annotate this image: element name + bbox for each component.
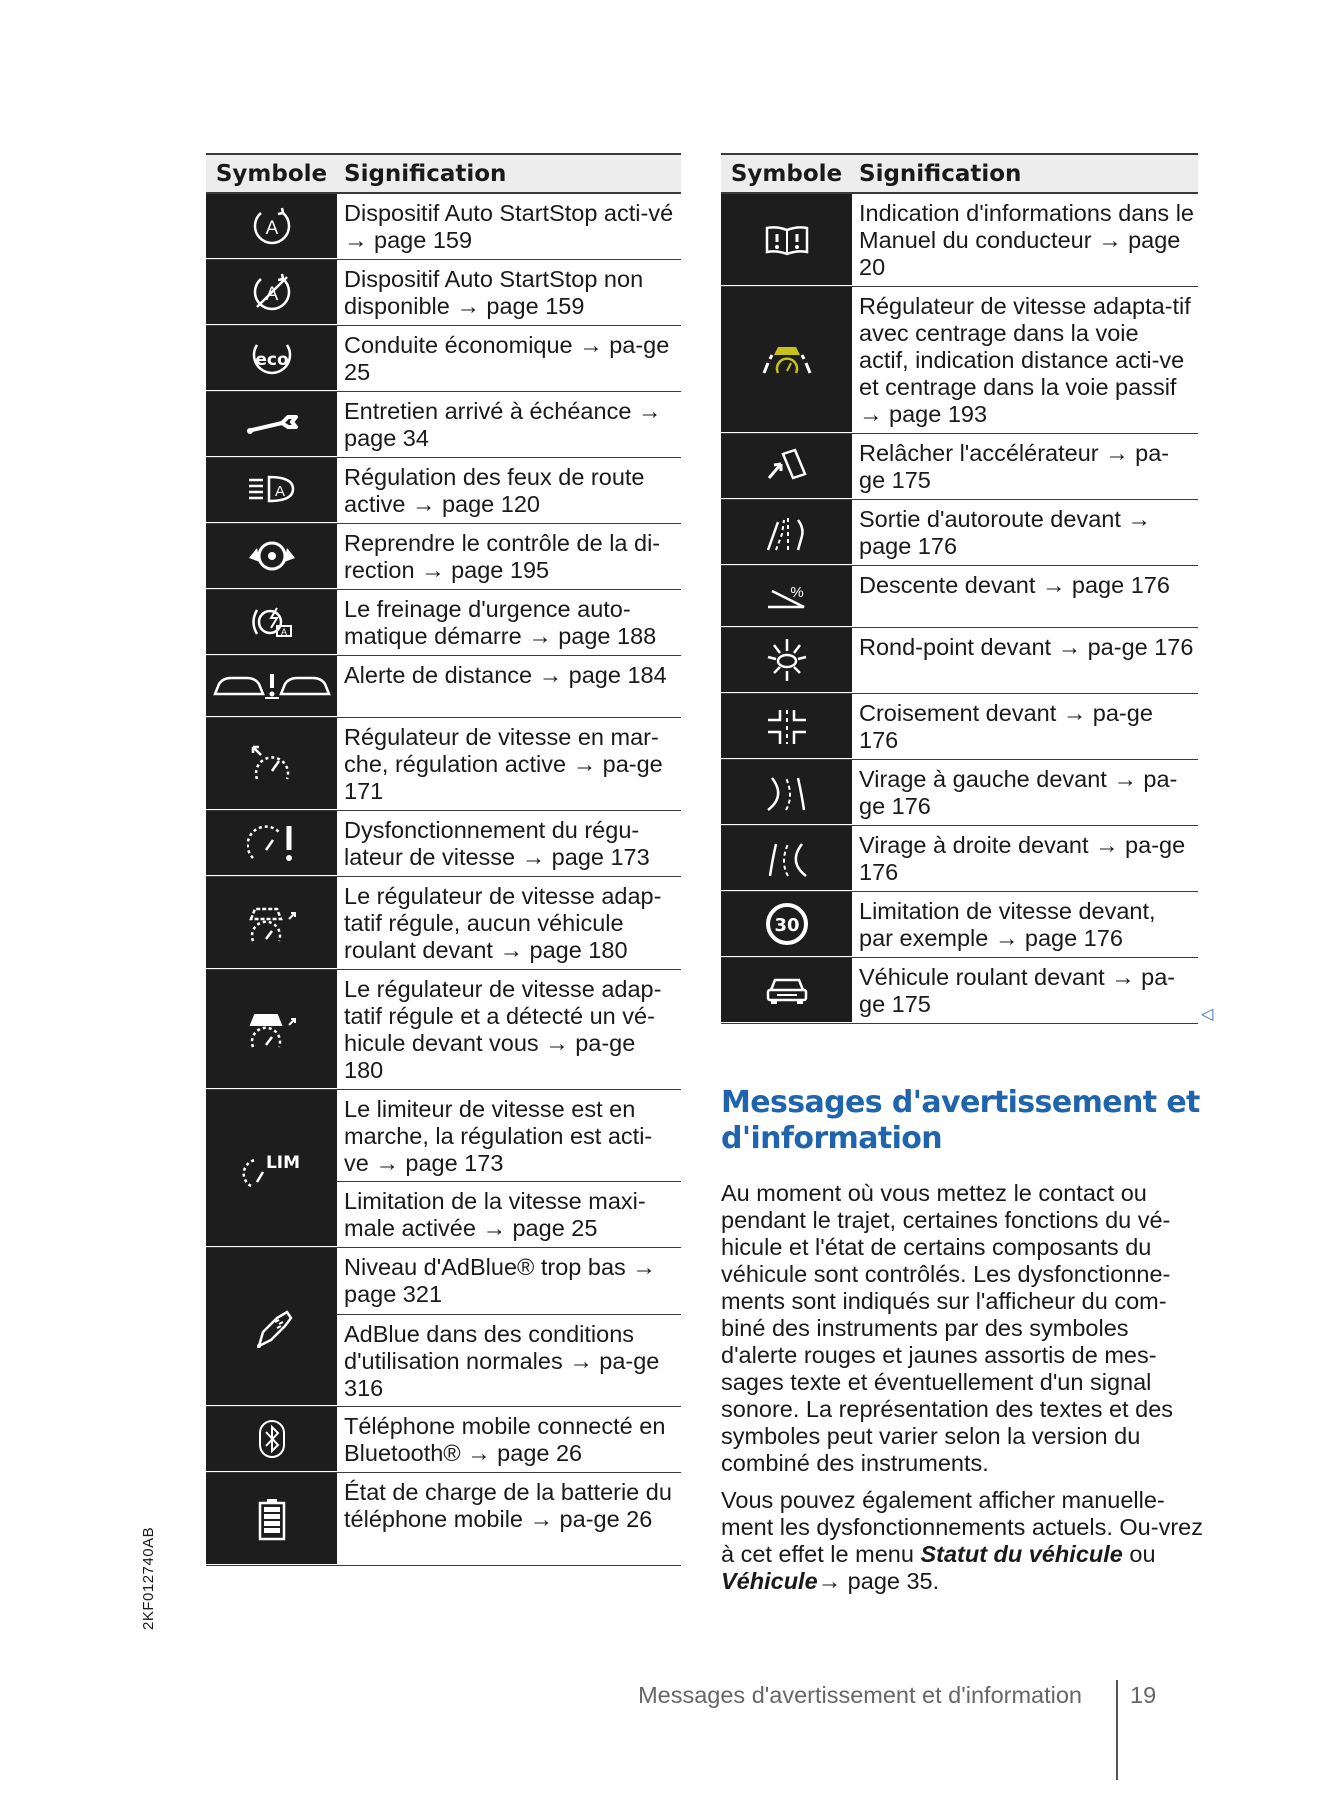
table-row <box>206 458 681 524</box>
row-text: Descente devant → page 176 <box>859 572 1170 598</box>
crossing-icon <box>721 694 852 759</box>
row-text: Limitation de la vitesse maxi-male activée → page 25 <box>344 1188 646 1241</box>
steering-hands-icon <box>206 524 337 589</box>
paragraph-text: Vous pouvez également afficher manuelle-ment les dysfonctionnements actuels. Ou-vrez à cet effet le menu <box>721 1487 1203 1567</box>
auto-start-stop-unavailable-icon <box>206 260 337 325</box>
row-text: Dysfonctionnement du régu-lateur de vitesse → page 173 <box>344 817 650 870</box>
eco-icon <box>206 326 337 391</box>
owner-manual-icon <box>721 194 852 286</box>
table-row <box>206 1473 681 1566</box>
svg-text:%: % <box>789 584 804 601</box>
row-text: Le régulateur de vitesse adap-tatif régule et a détecté un vé-hicule devant vous → pa-ge 180 <box>344 976 662 1083</box>
motorway-exit-icon <box>721 500 852 565</box>
svg-text:A: A <box>265 284 278 305</box>
table-row <box>206 1407 681 1473</box>
row-text: Téléphone mobile connecté en Bluetooth® → page 26 <box>344 1413 666 1466</box>
row-text: Niveau d'AdBlue® trop bas → page 321 <box>337 1248 681 1315</box>
row-text: Rond-point devant → pa-ge 176 <box>859 634 1194 660</box>
adaptive-cruise-no-vehicle-icon <box>206 877 337 969</box>
table-row <box>721 287 1198 434</box>
svg-text:A: A <box>280 627 287 637</box>
row-text: Virage à gauche devant → pa-ge 176 <box>859 766 1178 819</box>
paragraph-text: ou <box>1122 1541 1156 1567</box>
table-row <box>721 194 1198 287</box>
row-text: Régulation des feux de route active → page 120 <box>344 464 645 517</box>
row-text: Le régulateur de vitesse adap-tatif régule, aucun véhicule roulant devant → page 180 <box>344 883 662 963</box>
row-text: Dispositif Auto StartStop acti-vé → page 159 <box>344 200 674 253</box>
speed-limit-value: 30 <box>773 915 800 936</box>
table-row <box>206 590 681 656</box>
row-text: Régulateur de vitesse adapta-tif avec centrage dans la voie actif, indication distance acti-ve et centrage dans la voie passif → page 193 <box>859 293 1191 427</box>
svg-text:eco: eco <box>254 350 289 370</box>
row-text: Indication d'informations dans le Manuel du conducteur → page 20 <box>859 200 1194 280</box>
row-text: Dispositif Auto StartStop non disponible → page 159 <box>344 266 644 319</box>
table-row <box>206 1090 681 1248</box>
table-header <box>721 153 1198 194</box>
table-row <box>721 694 1198 760</box>
menu-reference-vehicle: Véhicule <box>721 1568 818 1594</box>
table-row <box>721 760 1198 826</box>
header-meaning: Signification <box>344 160 507 187</box>
left-curve-icon <box>721 760 852 825</box>
table-row <box>206 811 681 877</box>
vehicle-ahead-icon <box>721 958 852 1023</box>
release-accelerator-icon <box>721 434 852 499</box>
row-text-group <box>337 1248 681 1406</box>
table-row <box>721 628 1198 694</box>
lane-centering-icon <box>721 287 852 433</box>
row-text: Le freinage d'urgence auto-matique démarre → page 188 <box>344 596 657 649</box>
table-row <box>721 434 1198 500</box>
row-text: Relâcher l'accélérateur → pa-ge 175 <box>859 440 1170 493</box>
bluetooth-icon <box>206 1407 337 1472</box>
table-row <box>721 958 1198 1024</box>
row-text: AdBlue dans des conditions d'utilisation normales → pa-ge 316 <box>344 1321 660 1401</box>
table-row <box>206 970 681 1090</box>
table-row <box>206 656 681 718</box>
table-row <box>206 877 681 970</box>
header-symbol: Symbole <box>215 160 328 187</box>
auto-high-beam-icon <box>206 458 337 523</box>
row-text: Alerte de distance → page 184 <box>344 662 667 688</box>
cruise-control-fault-icon <box>206 811 337 876</box>
row-text: Régulateur de vitesse en mar-che, régulation active → pa-ge 171 <box>344 724 663 804</box>
row-text: Entretien arrivé à échéance → page 34 <box>344 398 662 451</box>
row-text: Véhicule roulant devant → pa-ge 175 <box>859 964 1176 1017</box>
phone-battery-icon <box>206 1473 337 1565</box>
document-code: 2KF012740AB <box>140 1526 157 1630</box>
row-text-group <box>337 1090 681 1247</box>
paragraph <box>721 1487 1206 1595</box>
table-row <box>206 194 681 260</box>
adblue-icon <box>206 1248 337 1406</box>
row-text: Conduite économique → pa-ge 25 <box>344 332 670 385</box>
right-curve-icon <box>721 826 852 891</box>
header-meaning: Signification <box>859 160 1022 187</box>
table-row <box>206 718 681 811</box>
table-header <box>206 153 681 194</box>
page-number: 19 <box>1130 1682 1157 1708</box>
speed-limiter-icon <box>206 1090 337 1247</box>
row-text: Reprendre le contrôle de la di-rection → page 195 <box>344 530 661 583</box>
row-text: Limitation de vitesse devant, par exemple → page 176 <box>859 898 1156 951</box>
row-text: Sortie d'autoroute devant → page 176 <box>859 506 1151 559</box>
table-row <box>721 566 1198 628</box>
emergency-brake-icon <box>206 590 337 655</box>
adaptive-cruise-vehicle-detected-icon <box>206 970 337 1089</box>
footer-section-title: Messages d'avertissement et d'information <box>638 1682 1082 1708</box>
speed-limit-icon <box>721 892 852 957</box>
table-row <box>206 524 681 590</box>
table-row <box>206 260 681 326</box>
row-text: Le limiteur de vitesse est en marche, la régulation est acti-ve → page 173 <box>337 1090 681 1182</box>
svg-text:A: A <box>274 483 285 500</box>
page-reference: → page 35. <box>817 1568 940 1594</box>
menu-reference-vehicle-status: Statut du véhicule <box>920 1541 1123 1567</box>
table-row <box>721 500 1198 566</box>
auto-start-stop-icon <box>206 194 337 259</box>
section-end-marker: ◁ <box>1201 1006 1214 1023</box>
section-title: Messages d'avertissement et d'information <box>721 1085 1200 1156</box>
row-text: État de charge de la batterie du téléphone mobile → pa-ge 26 <box>344 1479 672 1532</box>
svg-text:LIM: LIM <box>265 1153 300 1173</box>
table-row <box>206 326 681 392</box>
distance-alert-icon <box>206 656 337 717</box>
left-symbol-table <box>206 153 681 1566</box>
table-row <box>206 1248 681 1407</box>
wrench-icon <box>206 392 337 457</box>
table-row <box>206 392 681 458</box>
row-text: Virage à droite devant → pa-ge 176 <box>859 832 1186 885</box>
downhill-icon <box>721 566 852 627</box>
roundabout-icon <box>721 628 852 693</box>
table-row <box>721 826 1198 892</box>
table-row <box>721 892 1198 958</box>
footer-divider <box>1116 1680 1118 1780</box>
svg-text:A: A <box>265 218 278 239</box>
cruise-control-icon <box>206 718 337 810</box>
header-symbol: Symbole <box>730 160 843 187</box>
paragraph: Au moment où vous mettez le contact ou pendant le trajet, certaines fonctions du vé-hicule et l'état de certains composants du véhicule sont contrôlés. Les dysfonctionne-ments sont indiqués sur l'afficheur du com-biné des instruments par des symboles d'alerte rouges et jaunes assortis de mes-sages texte et éventuellement d'un signal sonore. La représentation des textes et des symboles peut varier selon la version du combiné des instruments. <box>721 1180 1174 1476</box>
row-text: Croisement devant → pa-ge 176 <box>859 700 1153 753</box>
right-symbol-table <box>721 153 1198 1024</box>
